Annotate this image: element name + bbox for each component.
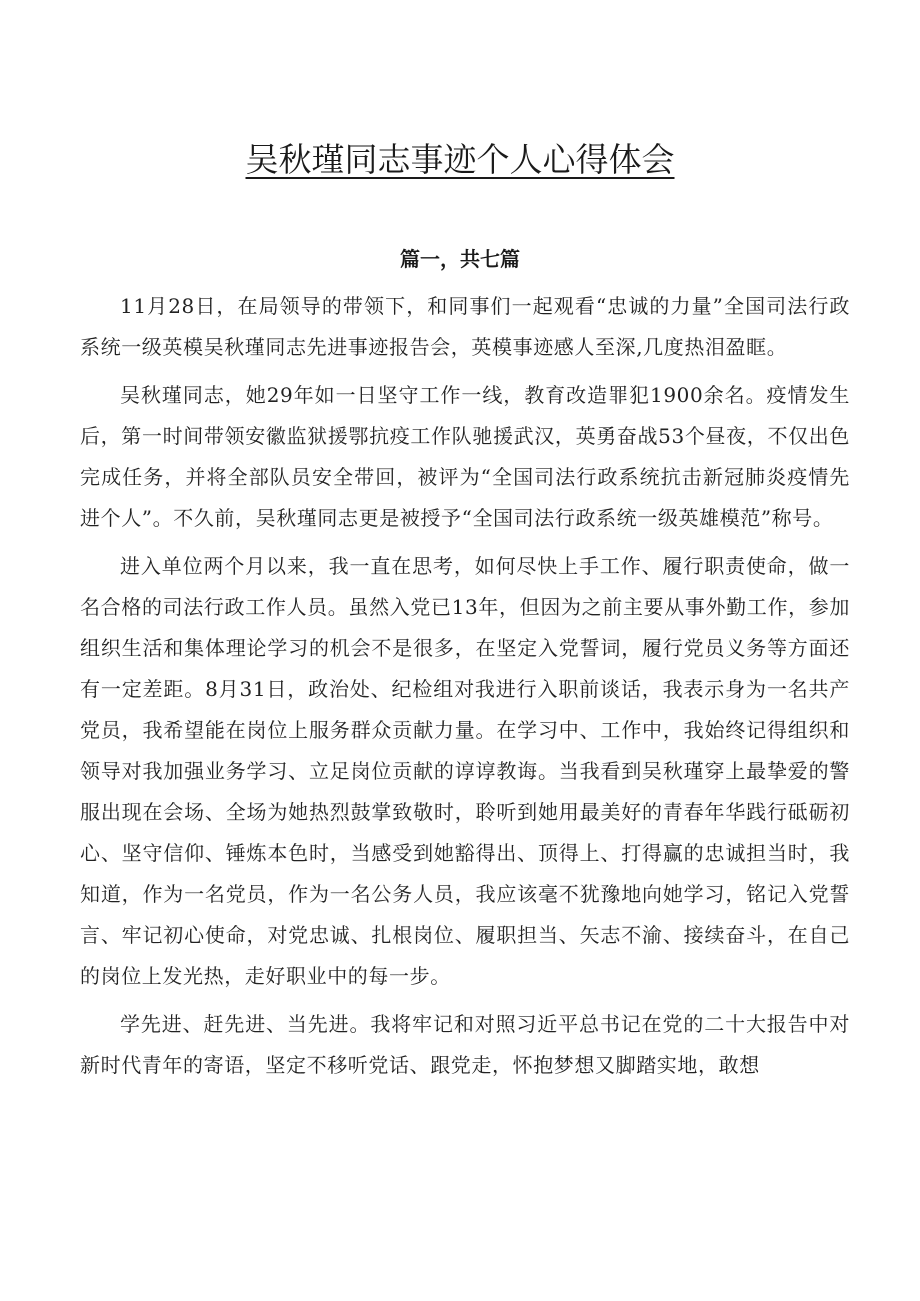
section-heading: 篇一，共七篇 <box>400 247 520 271</box>
paragraph: 吴秋瑾同志，她29年如一日坚守工作一线，教育改造罪犯1900余名。疫情发生后，第一时间带领安徽监狱援鄂抗疫工作队驰援武汉，英勇奋战53个昼夜，不仅出色完成任务，并将全部队员安全带回，被评为“全国司法行政系统抗击新冠肺炎疫情先进个人”。不久前，吴秋瑾同志更是被授予“全国司法行政系统一级英雄模范”称号。 <box>80 383 850 530</box>
document-title-text: 吴秋瑾同志事迹个人心得体会 <box>245 140 675 179</box>
paragraph: 11月28日，在局领导的带领下，和同事们一起观看“忠诚的力量”全国司法行政系统一级英模吴秋瑾同志先进事迹报告会，英模事迹感人至深,几度热泪盈眶。 <box>80 294 850 359</box>
paragraph: 进入单位两个月以来，我一直在思考，如何尽快上手工作、履行职责使命，做一名合格的司法行政工作人员。虽然入党已13年，但因为之前主要从事外勤工作，参加组织生活和集体理论学习的机会不是很多，在坚定入党誓词，履行党员义务等方面还有一定差距。8月31日，政治处、纪检组对我进行入职前谈话，我表示身为一名共产党员，我希望能在岗位上服务群众贡献力量。在学习中、工作中，我始终记得组织和领导对我加强业务学习、立足岗位贡献的谆谆教诲。当我看到吴秋瑾穿上最挚爱的警服出现在会场、全场为她热烈鼓掌致敬时，聆听到她用最美好的青春年华践行砥砺初心、坚守信仰、锤炼本色时，当感受到她豁得出、顶得上、打得赢的忠诚担当时，我知道，作为一名党员，作为一名公务人员，我应该毫不犹豫地向她学习，铭记入党誓言、牢记初心使命，对党忠诚、扎根岗位、履职担当、矢志不渝、接续奋斗，在自己的岗位上发光热，走好职业中的每一步。 <box>80 554 850 988</box>
paragraph: 学先进、赶先进、当先进。我将牢记和对照习近平总书记在党的二十大报告中对新时代青年的寄语，坚定不移听党话、跟党走，怀抱梦想又脚踏实地，敢想 <box>80 1012 850 1077</box>
document-title <box>0 138 920 182</box>
document-body <box>80 286 850 1093</box>
